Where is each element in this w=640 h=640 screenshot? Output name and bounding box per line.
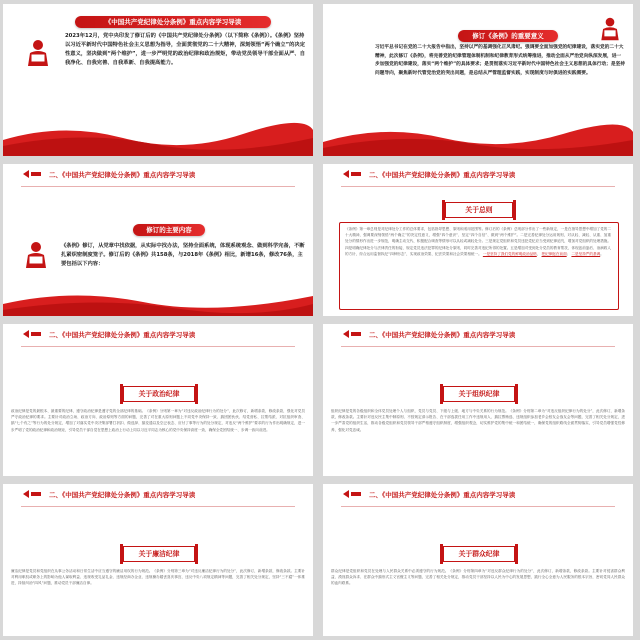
topic-title: 关于总则	[445, 202, 513, 218]
section-header: 二、《中国共产党纪律处分条例》重点内容学习导读	[49, 491, 196, 499]
section-header: 二、《中国共产党纪律处分条例》重点内容学习导读	[49, 331, 196, 339]
section-header: 二、《中国共产党纪律处分条例》重点内容学习导读	[49, 171, 196, 179]
header-divider	[21, 506, 295, 507]
slide-title-pill: 修订的主要内容	[133, 224, 205, 236]
section-mark-icon	[21, 329, 43, 339]
header-divider	[21, 346, 295, 347]
slide-title-pill: 修订《条例》的重要意义	[458, 30, 558, 42]
slide-3	[3, 164, 313, 316]
reading-person-icon	[595, 16, 625, 42]
header-divider	[341, 186, 615, 187]
section-mark-icon	[21, 169, 43, 179]
section-header: 二、《中国共产党纪律处分条例》重点内容学习导读	[369, 491, 516, 499]
topic-title: 关于组织纪律	[443, 386, 515, 402]
reading-person-icon	[21, 38, 55, 68]
organizational-discipline-text: 组织纪律是党的各级组织和全体党员处理个人与组织、党员与党员、下级与上级、地方与中央关系的行为规范。《条例》分则第二章为“对违反组织纪律行为的处分”，此次修订，新增条款，修改条款。主要针对违反民主集中制原则、不按规定请示报告、在干部选拔任用工作中违规用人、搞拉票贿选、违规组织参加老乡会校友会战友会等问题，完善了相关处分规定，进一步严肃党的组织生活，推动各级党组织和党员领导干部严格遵守组织制度，增强组织观念，切实维护党的集中统一和团结统一，确保党的组织路线全面贯彻落实，引导党员增强党性修养，强化对党忠诚。	[331, 409, 625, 432]
integrity-discipline-text: 廉洁纪律是党员和党组织在从事公务活动和日常生活中应当遵守的廉洁用权的行为规范。《条例》分则第三章为“对违反廉洁纪律行为的处分”，此次修订，新增条款，修改条款。主要针对利用职权或职务上的影响为他人谋取利益、违规收受礼品礼金、违规经商办企业、违规操办婚丧喜庆事宜、违反中央八项规定精神等问题，完善了相关处分规定，坚持“三不腐”一体推进，持续纠治“四风”问题，推动党员干部廉洁自律。	[11, 569, 305, 586]
intro-paragraph: 2023年12月，党中央印发了修订后的《中国共产党纪律处分条例》（以下简称《条例》）。《条例》坚持以习近平新时代中国特色社会主义思想为指导，全面贯彻党的二十大精神，深刻领悟“两个确立”的决定性意义，坚决做到“两个维护”，进一步严明党的政治纪律和政治规矩，带动党员领导干部全面从严、自我净化、自我完善、自我革新、自我提高能力。	[65, 33, 306, 66]
topic-title: 关于廉洁纪律	[123, 546, 195, 562]
section-mark-icon	[21, 489, 43, 499]
slide-6	[323, 324, 633, 476]
section-header: 二、《中国共产党纪律处分条例》重点内容学习导读	[369, 171, 516, 179]
mass-discipline-text: 群众纪律是党组织和党员在处理与人民群众关系中必须遵守的行为规范。《条例》分则第四章为“对违反群众纪律行为的处分”，此次修订，新增条款，修改条款。主要针对侵害群众利益、漠视群众诉求、在群众中搞形式主义官僚主义等问题，完善了相关处分规定，推动党员干部坚持以人民为中心的发展思想，践行全心全意为人民服务的根本宗旨，密切党同人民群众的血肉联系。	[331, 569, 625, 586]
red-ribbon	[3, 276, 313, 316]
section-mark-icon	[341, 329, 363, 339]
slide-7	[3, 484, 313, 636]
slide-title-pill: 《中国共产党纪律处分条例》重点内容学习导读	[75, 16, 271, 28]
section-header: 二、《中国共产党纪律处分条例》重点内容学习导读	[369, 331, 516, 339]
reading-person-icon	[19, 240, 53, 270]
header-divider	[341, 346, 615, 347]
red-ribbon	[323, 116, 633, 156]
topic-title: 关于群众纪律	[443, 546, 515, 562]
slide-4	[323, 164, 633, 316]
significance-paragraph: 习近平总书记在党的二十大报告中指出，坚持以严的基调强化正风肃纪。强调要全面加强党的纪律建设，落实党的二十大精神，此次修订《条例》，将完善党的纪律管理体制机制和纪律教育形式统筹推进，推动全面从严治党向纵深发展，进一步加强党的纪律建设，落实“两个维护”的具体要求；是贯彻落实习近平新时代中国特色社会主义思想的具体行动；是坚持问题导向，聚焦新时代管党治党的突出问题，是总结从严管理监督实践，实现制度与时俱进的实践需要。	[375, 45, 625, 76]
header-divider	[341, 506, 615, 507]
political-discipline-text: 政治纪律是党的最根本、最重要的纪律，遵守政治纪律是遵守党的全部纪律的基础。《条例》分则第一章为“对违反政治纪律行为的处分”，此次修订，新增条款，修改条款，强化对党员严守政治纪律的要求。主要针对政治立场、政治方向、政治原则等方面的问题，完善了对在重大原则问题上不同党中央保持一致、搞团团伙伙、结党营私、拉帮结派、对抗组织审查、搞“七个有之”等行为的处分规定，增加了对落实党中央决策部署打折扣、做选择、搞变通以及空泛表态、应付了事等行为的处分规定，对违反“两个维护”要求的行为作出明确规定，进一步严明了党的政治纪律和政治规矩，引导党员干部自觉在思想上政治上行动上同以习近平同志为核心的党中央保持高度一致，确保全党团结统一、步调一致向前进。	[11, 409, 305, 432]
section-mark-icon	[341, 169, 363, 179]
section-mark-icon	[341, 489, 363, 499]
red-ribbon	[3, 116, 313, 156]
slide-2	[323, 4, 633, 156]
slide-5	[3, 324, 313, 476]
slide-1	[3, 4, 313, 156]
slide-8	[323, 484, 633, 636]
general-provisions-text: 《条例》第一章总则是对纪律处分工作的总体要求，包括指导思想、原则和适用范围等。修订后的《条例》总则部分作出了一些新规定，一是在指导思想中增加了党的二十大精神，强调要深刻领悟“两个确立”的决定性意义，增强“四个意识”、坚定“四个自信”、做到“两个维护”。二是完善纪律处分运用规则，对从轻、减轻、从重、加重处分的情形作出进一步规范，明确主动交代、积极配合调查等情形可以从轻或减轻处分。三是规定党组织和党员违犯党纪应当受到纪律追究，增加对党组织的处理措施。四是明确纪律处分与法律责任的衔接，规定党员违法犯罪的纪律处分原则，同时完善对违纪所得的处置。五是增加对受到处分党员的教育帮扶，体现惩前毖后、治病救人的方针，综合运用监督执纪“四种形态”，实现政治效果、纪法效果和社会效果相统一。 一是坚持了我们党的鲜明政治品格， 把纪律挺在前面； 二是坚持严的基调。	[345, 227, 611, 256]
header-divider	[21, 186, 295, 187]
topic-title: 关于政治纪律	[123, 386, 195, 402]
main-content-paragraph: 《条例》修订，从党章中找依据，从实际中找办法，坚持全面系统，体现系统观念、做到科学完备，不断扎紧织密制度笼子。修订后的《条例》共158条，与2018年《条例》相比，新增16条，修改76条，主要包括以下内容：	[61, 243, 305, 267]
